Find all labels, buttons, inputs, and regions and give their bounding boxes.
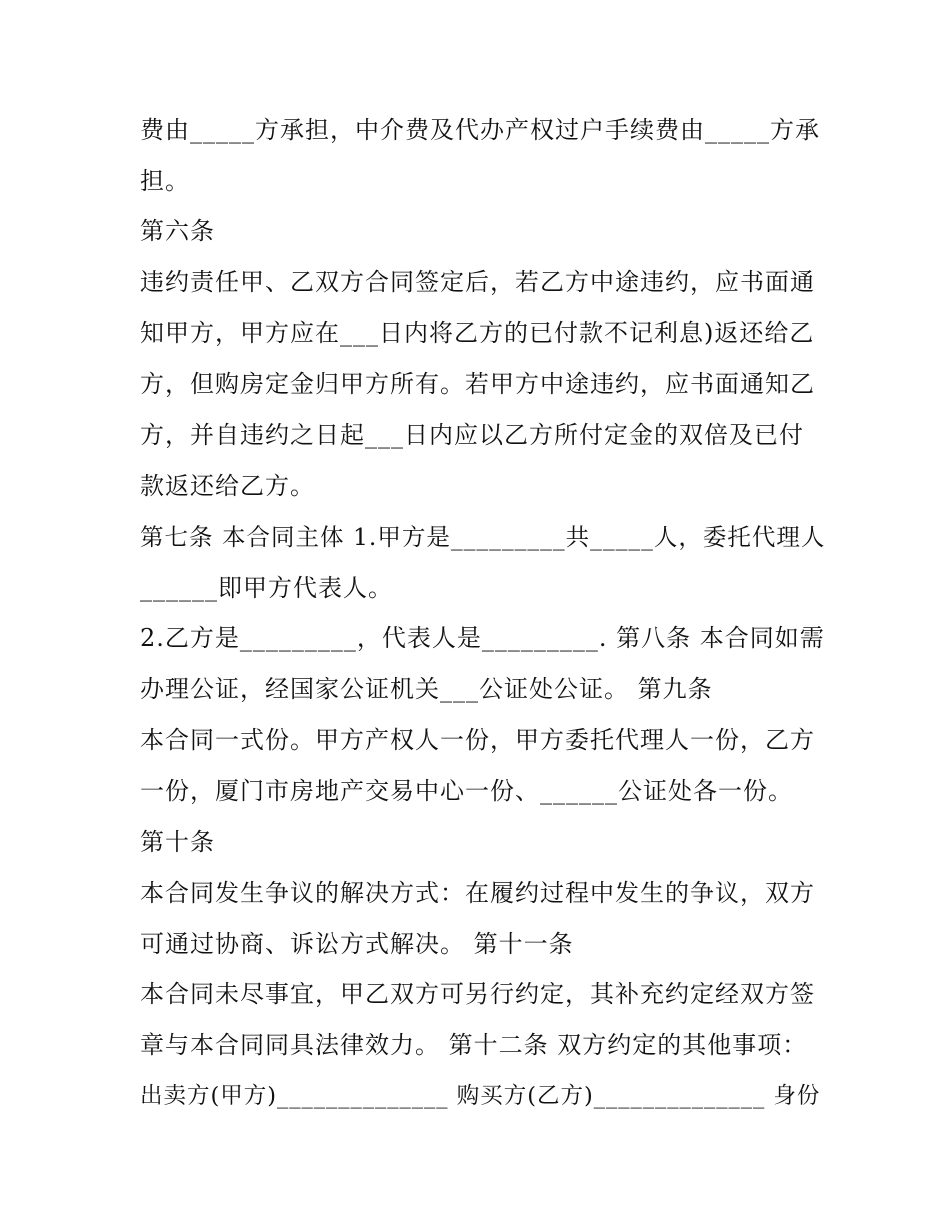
text-line: 方，但购房定金归甲方所有。若甲方中途违约，应书面通知乙 — [140, 370, 815, 398]
text-line: 违约责任甲、乙双方合同签定后，若乙方中途违约，应书面通 — [140, 268, 815, 296]
article-heading: 第六条 — [140, 217, 215, 245]
text-line: 本合同未尽事宜，甲乙双方可另行约定，其补充约定经双方签 — [140, 980, 815, 1008]
article-heading: 第十条 — [140, 828, 215, 856]
text-line: 本合同一式份。甲方产权人一份，甲方委托代理人一份，乙方 — [140, 726, 815, 754]
text-line: 款返还给乙方。 — [140, 472, 315, 500]
text-line: 办理公证，经国家公证机关___公证处公证。 第九条 — [140, 675, 713, 703]
text-line: 费由_____方承担，中介费及代办产权过户手续费由_____方承 — [140, 116, 820, 144]
text-line: 方，并自违约之日起___日内应以乙方所付定金的双倍及已付 — [140, 421, 804, 449]
text-line: 第七条 本合同主体 1.甲方是_________共_____人，委托代理人 — [140, 523, 826, 551]
text-line: 可通过协商、诉讼方式解决。 第十一条 — [140, 930, 574, 958]
text-line: 出卖方(甲方)______________ 购买方(乙方)______________ 身份 — [140, 1083, 821, 1109]
text-line: 本合同发生争议的解决方式：在履约过程中发生的争议，双方 — [140, 879, 815, 907]
text-line: 章与本合同同具法律效力。 第十二条 双方约定的其他事项： — [140, 1031, 808, 1059]
text-line: 担。 — [140, 167, 190, 195]
text-line: ______即甲方代表人。 — [140, 574, 393, 602]
text-line: 知甲方，甲方应在___日内将乙方的已付款不记利息)返还给乙 — [140, 319, 815, 347]
text-line: 一份，厦门市房地产交易中心一份、______公证处各一份。 — [140, 777, 793, 805]
text-line: 2.乙方是_________，代表人是_________. 第八条 本合同如需 — [140, 624, 825, 652]
